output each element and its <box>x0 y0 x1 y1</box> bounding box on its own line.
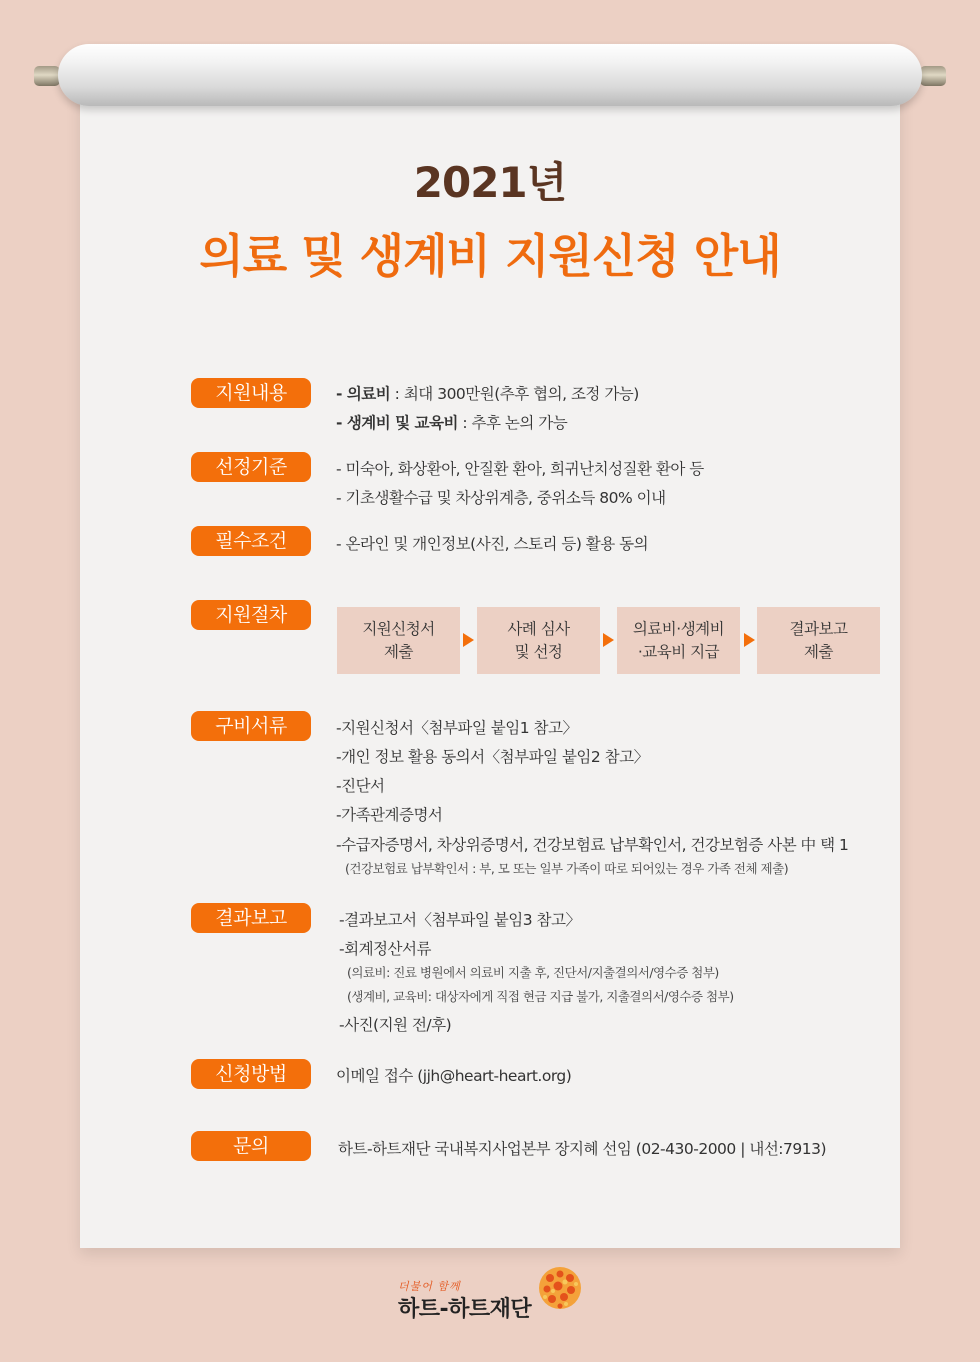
procedure-step-4: 결과보고 제출 <box>757 607 880 674</box>
section-label-apply: 신청방법 <box>191 1059 311 1089</box>
footer-tagline: 더불어 함께 <box>398 1280 461 1293</box>
apply-text: 이메일 접수 (jjh@heart-heart.org) <box>336 1067 572 1085</box>
content-line-medical-text: 최대 300만원(추후 협의, 조정 가능) <box>403 385 639 403</box>
heart-heart-logo-icon <box>538 1266 582 1310</box>
documents-line: -지원신청서〈첨부파일 붙임1 참고〉 <box>336 719 578 737</box>
content-line-medical: - 의료비 : 최대 300만원(추후 협의, 조정 가능) <box>336 385 639 403</box>
procedure-step-1: 지원신청서 제출 <box>337 607 460 674</box>
report-line: -회계정산서류 <box>339 940 431 958</box>
section-label-contact: 문의 <box>191 1131 311 1161</box>
content-line-living: - 생계비 및 교육비 : 추후 논의 가능 <box>336 414 568 432</box>
documents-line: -개인 정보 활용 동의서〈첨부파일 붙임2 참고〉 <box>336 748 649 766</box>
report-line: -결과보고서〈첨부파일 붙임3 참고〉 <box>339 911 581 929</box>
footer-org-name: 하트-하트재단 <box>398 1297 532 1322</box>
scroll-rod-left <box>34 66 60 86</box>
section-label-requirement: 필수조건 <box>191 526 311 556</box>
documents-line: -가족관계증명서 <box>336 806 443 824</box>
documents-line: -수급자증명서, 차상위증명서, 건강보험료 납부확인서, 건강보험증 사본 中 택 1 <box>336 836 849 854</box>
report-line: -사진(지원 전/후) <box>339 1016 452 1034</box>
title-year: 2021년 <box>413 158 567 207</box>
arrow-right-icon <box>603 633 614 647</box>
scroll-rod-right <box>920 66 946 86</box>
content-line-medical-title: - 의료비 <box>336 385 391 403</box>
content-line-living-title: - 생계비 및 교육비 <box>336 414 458 432</box>
procedure-step-3: 의료비·생계비 ·교육비 지급 <box>617 607 740 674</box>
documents-line: -진단서 <box>336 777 385 795</box>
section-label-procedure: 지원절차 <box>191 600 311 630</box>
content-line-living-text: 추후 논의 가능 <box>471 414 568 432</box>
arrow-right-icon <box>463 633 474 647</box>
procedure-step-2: 사례 심사 및 선정 <box>477 607 600 674</box>
section-label-criteria: 선정기준 <box>191 452 311 482</box>
report-note: (의료비: 진료 병원에서 의료비 지출 후, 진단서/지출결의서/영수증 첨부) <box>347 965 719 980</box>
scroll-roll <box>58 44 922 106</box>
section-label-content: 지원내용 <box>191 378 311 408</box>
section-label-documents: 구비서류 <box>191 711 311 741</box>
page-title: 의료 및 생계비 지원신청 안내 <box>199 229 781 283</box>
requirement-line: - 온라인 및 개인정보(사진, 스토리 등) 활용 동의 <box>336 535 649 553</box>
documents-note: (건강보험료 납부확인서 : 부, 모 또는 일부 가족이 따로 되어있는 경우 가족 전체 제출) <box>345 861 789 876</box>
arrow-right-icon <box>744 633 755 647</box>
criteria-line: - 기초생활수급 및 차상위계층, 중위소득 80% 이내 <box>336 489 666 507</box>
report-note: (생계비, 교육비: 대상자에게 직접 현금 지급 불가, 지출결의서/영수증 첨부) <box>347 989 734 1004</box>
criteria-line: - 미숙아, 화상환아, 안질환 환아, 희귀난치성질환 환아 등 <box>336 460 704 478</box>
contact-text: 하트-하트재단 국내복지사업본부 장지혜 선임 (02-430-2000 | 내선:7913) <box>338 1140 827 1158</box>
section-label-report: 결과보고 <box>191 903 311 933</box>
